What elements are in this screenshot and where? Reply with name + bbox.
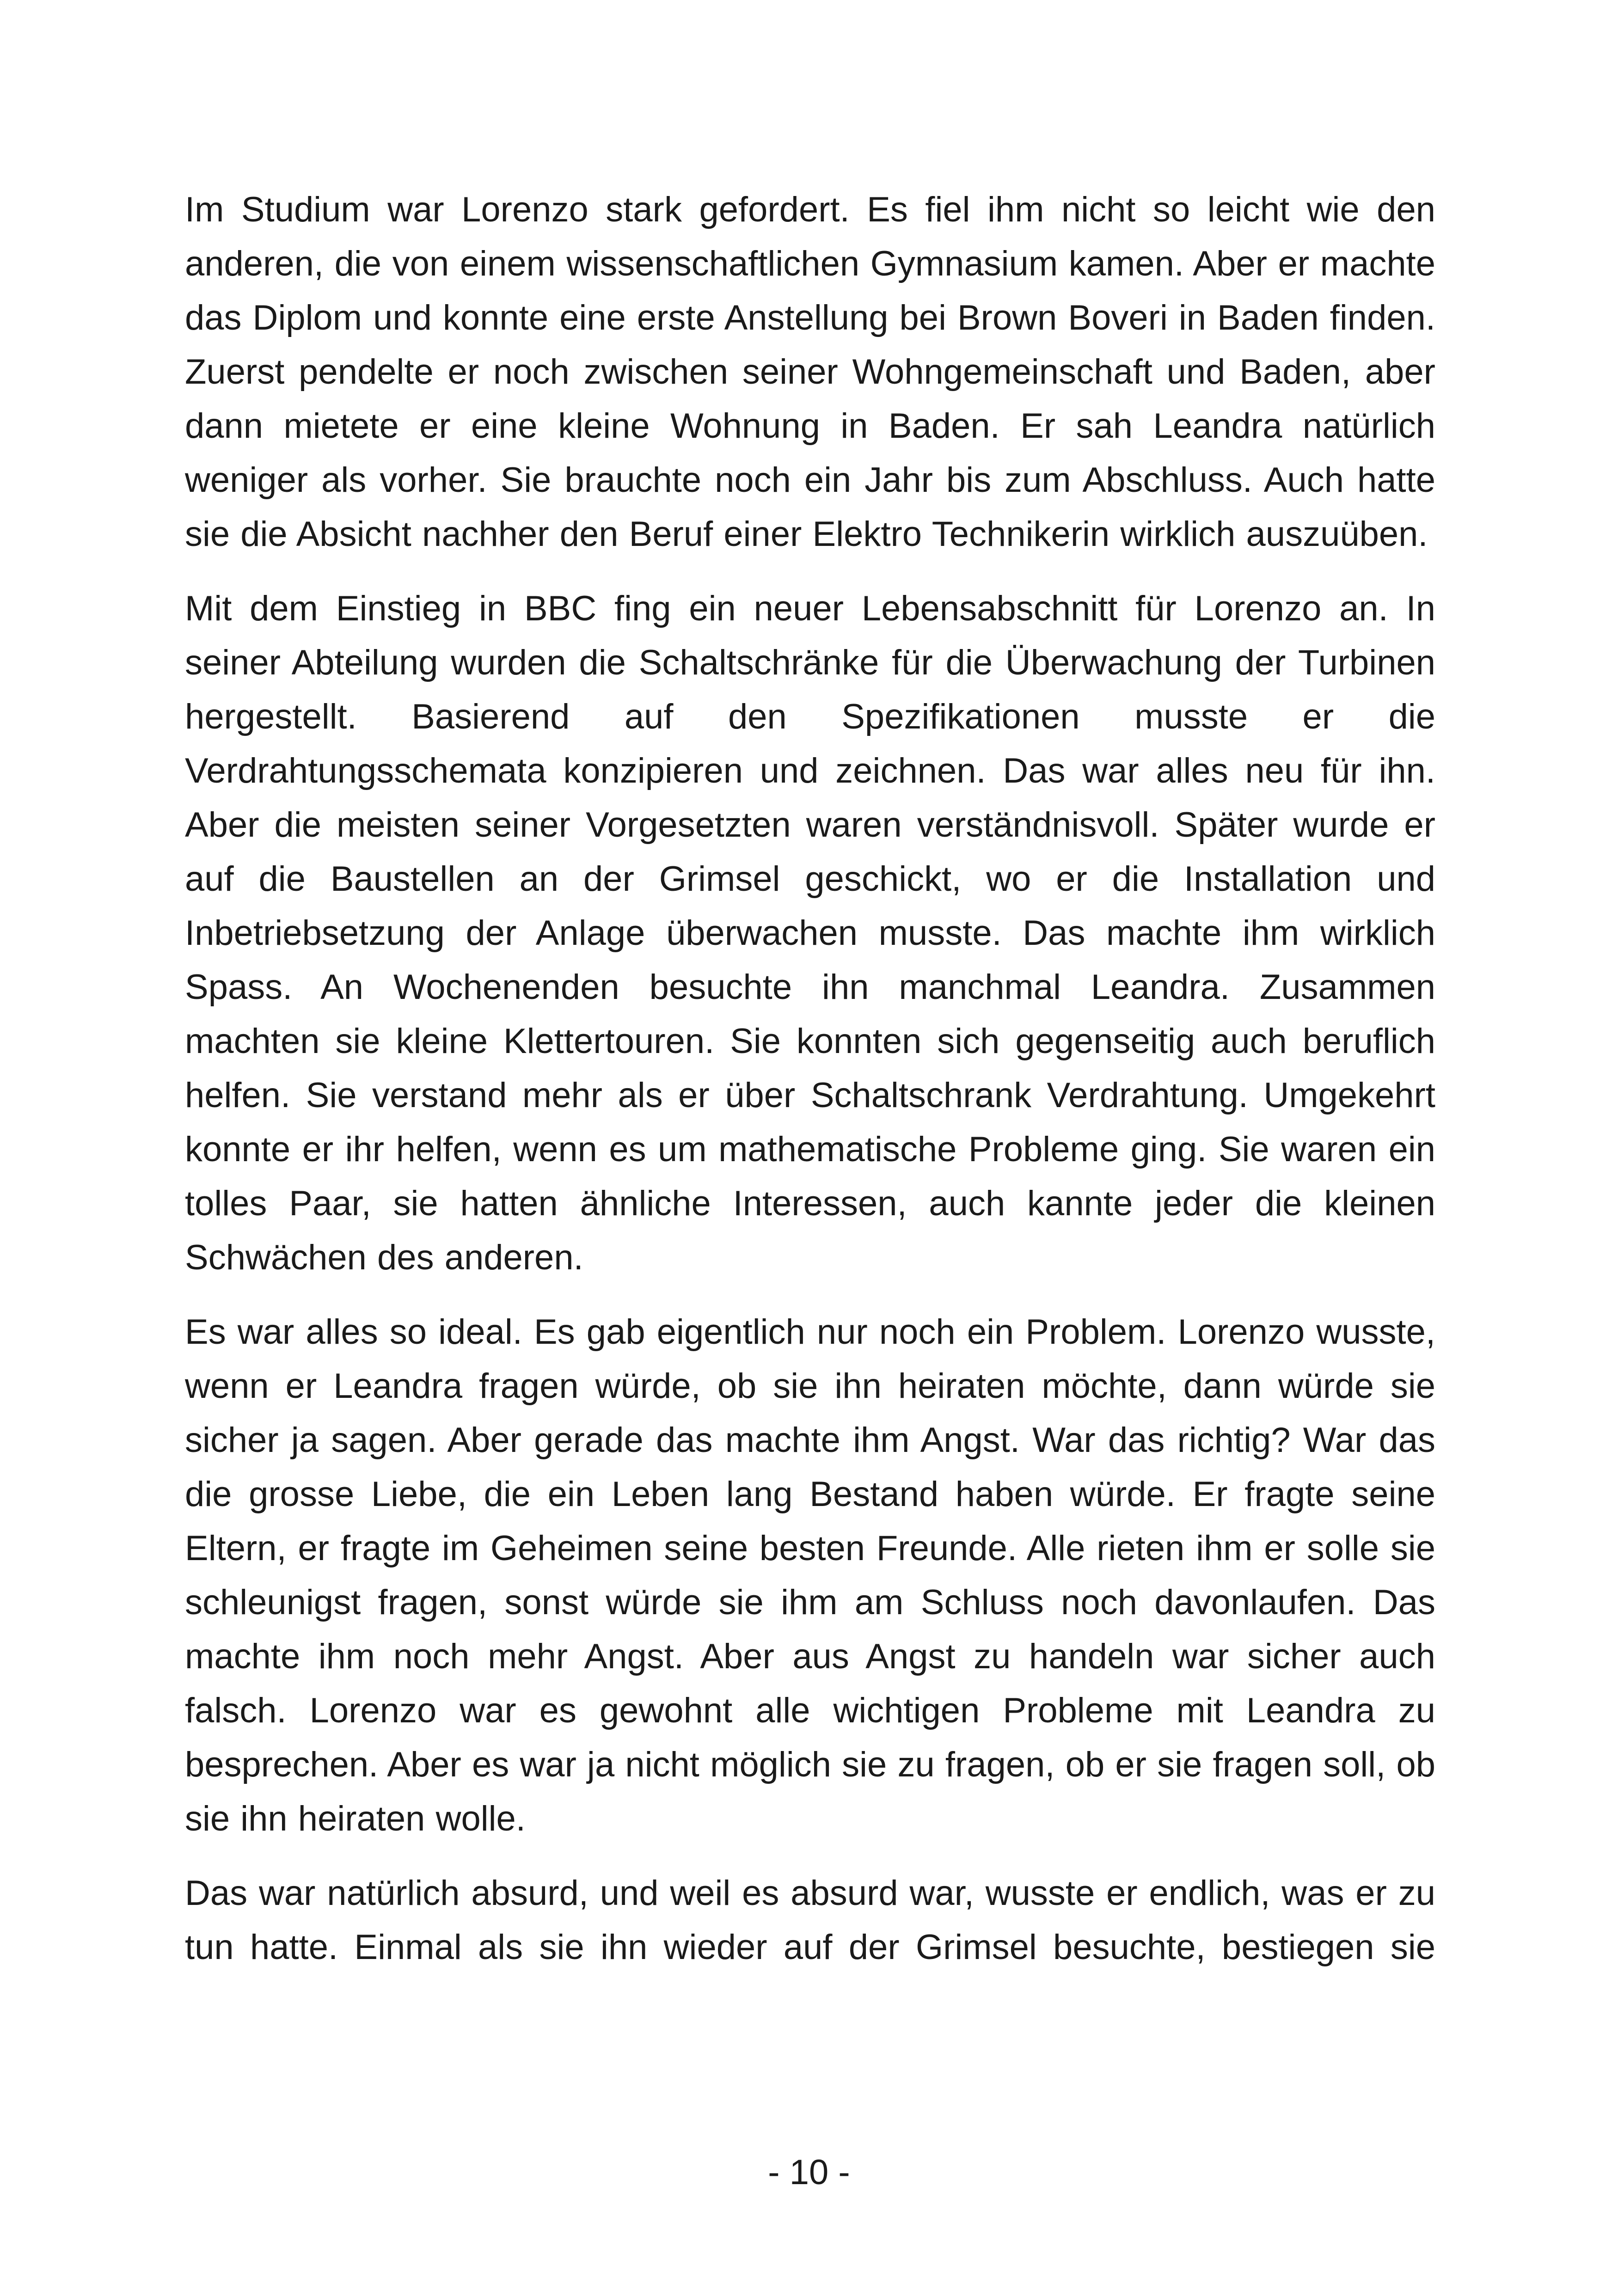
paragraph-problem: Es war alles so ideal. Es gab eigentlich nur noch ein Problem. Lorenzo wusste, wenn er Leandra fragen würde, ob sie ihn heiraten möchte, dann würde sie sicher ja sagen. Aber gerade das machte ihm Angst. War das richtig? War das die grosse Liebe, die ein Leben lang Bestand haben würde. Er fragte seine Eltern, er fragte im Geheimen seine besten Freunde. Alle rieten ihm er solle sie schleunigst fragen, sonst würde sie ihm am Schluss noch davonlaufen. Das machte ihm noch mehr Angst. Aber aus Angst zu handeln war sicher auch falsch. Lorenzo war es gewohnt alle wichtigen Probleme mit Leandra zu besprechen. Aber es war ja nicht möglich sie zu fragen, ob er sie fragen soll, ob sie ihn heiraten wolle.: [185, 1312, 1435, 1838]
paragraph-bbc: Mit dem Einstieg in BBC fing ein neuer Lebensabschnitt für Lorenzo an. In seiner Abteilung wurden die Schaltschränke für die Überwachung der Turbinen hergestellt. Basierend auf den Spezifikationen musste er die Verdrahtungsschemata konzipieren und zeichnen. Das war alles neu für ihn. Aber die meisten seiner Vorgesetzten waren verständnisvoll. Später wurde er auf die Baustellen an der Grimsel geschickt, wo er die Installation und Inbetriebsetzung der Anlage überwachen musste. Das machte ihm wirklich Spass. An Wochenenden besuchte ihn manchmal Leandra. Zusammen machten sie kleine Klettertouren. Sie konnten sich gegenseitig auch beruflich helfen. Sie verstand mehr als er über Schaltschrank Verdrahtung. Umgekehrt konnte er ihr helfen, wenn es um mathematische Probleme ging. Sie waren ein tolles Paar, sie hatten ähnliche Interessen, auch kannte jeder die kleinen Schwächen des anderen.: [185, 589, 1435, 1277]
paragraph-absurd: Das war natürlich absurd, und weil es absurd war, wusste er endlich, was er zu tun hatte. Einmal als sie ihn wieder auf der Grimsel besuchte, bestiegen sie: [185, 1874, 1435, 1967]
paragraph-studium: Im Studium war Lorenzo stark gefordert. Es fiel ihm nicht so leicht wie den anderen, die von einem wissenschaftlichen Gymnasium kamen. Aber er machte das Diplom und konnte eine erste Anstellung bei Brown Boveri in Baden finden. Zuerst pendelte er noch zwischen seiner Wohngemeinschaft und Baden, aber dann mietete er eine kleine Wohnung in Baden. Er sah Leandra natürlich weniger als vorher. Sie brauchte noch ein Jahr bis zum Abschluss. Auch hatte sie die Absicht nachher den Beruf einer Elektro Technikerin wirklich auszuüben.: [185, 190, 1435, 554]
page-number: - 10 -: [768, 2153, 850, 2192]
page-body: [185, 183, 1435, 1974]
